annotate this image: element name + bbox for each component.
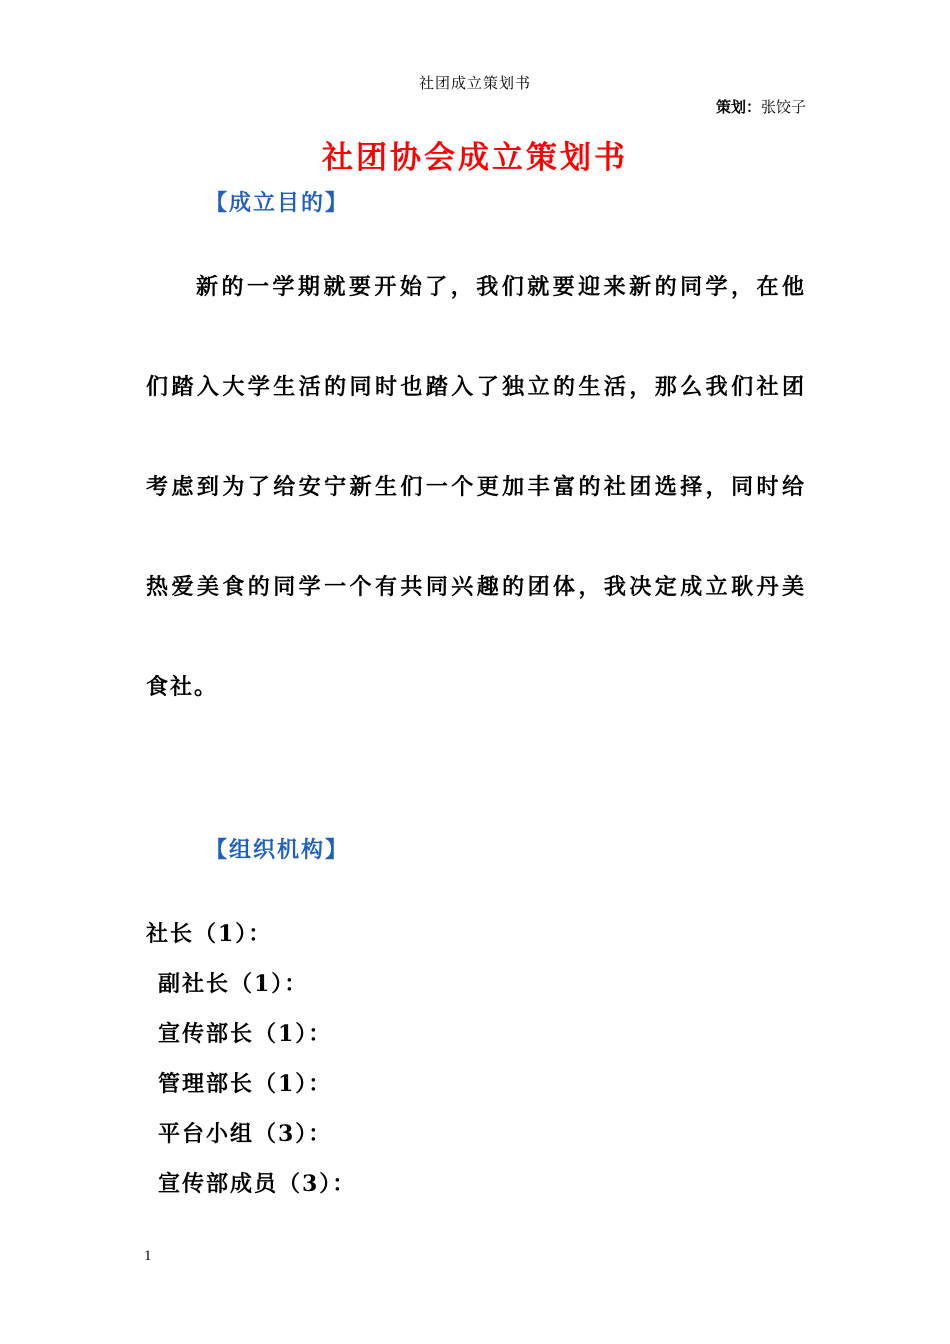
org-item-vice-president: 副社长（1）： (158, 971, 309, 997)
author-name: 张饺子 (760, 98, 806, 116)
org-item-president: 社长（1）： (146, 921, 273, 947)
document-title: 社团协会成立策划书 (322, 140, 628, 176)
org-item-management-head: 管理部长（1）： (158, 1071, 333, 1097)
paragraph-line-5: 食社。 (146, 674, 219, 700)
section-heading-purpose: 【成立目的】 (205, 190, 350, 216)
author-line (716, 96, 806, 117)
org-item-publicity-members: 宣传部成员（3）： (158, 1171, 357, 1197)
author-label: 策划： (715, 98, 761, 116)
org-item-platform-group: 平台小组（3）： (158, 1121, 333, 1147)
paragraph-line-1: 新的一学期就要开始了，我们就要迎来新的同学，在他 (196, 274, 806, 300)
running-header: 社团成立策划书 (418, 74, 531, 92)
paragraph-line-2: 们踏入大学生活的同时也踏入了独立的生活，那么我们社团 (146, 374, 806, 400)
page-number: 1 (144, 1248, 152, 1264)
section-heading-organization: 【组织机构】 (205, 837, 350, 863)
org-item-publicity-head: 宣传部长（1）： (158, 1021, 333, 1047)
paragraph-line-4: 热爱美食的同学一个有共同兴趣的团体，我决定成立耿丹美 (146, 574, 806, 600)
paragraph-line-3: 考虑到为了给安宁新生们一个更加丰富的社团选择，同时给 (146, 474, 806, 500)
